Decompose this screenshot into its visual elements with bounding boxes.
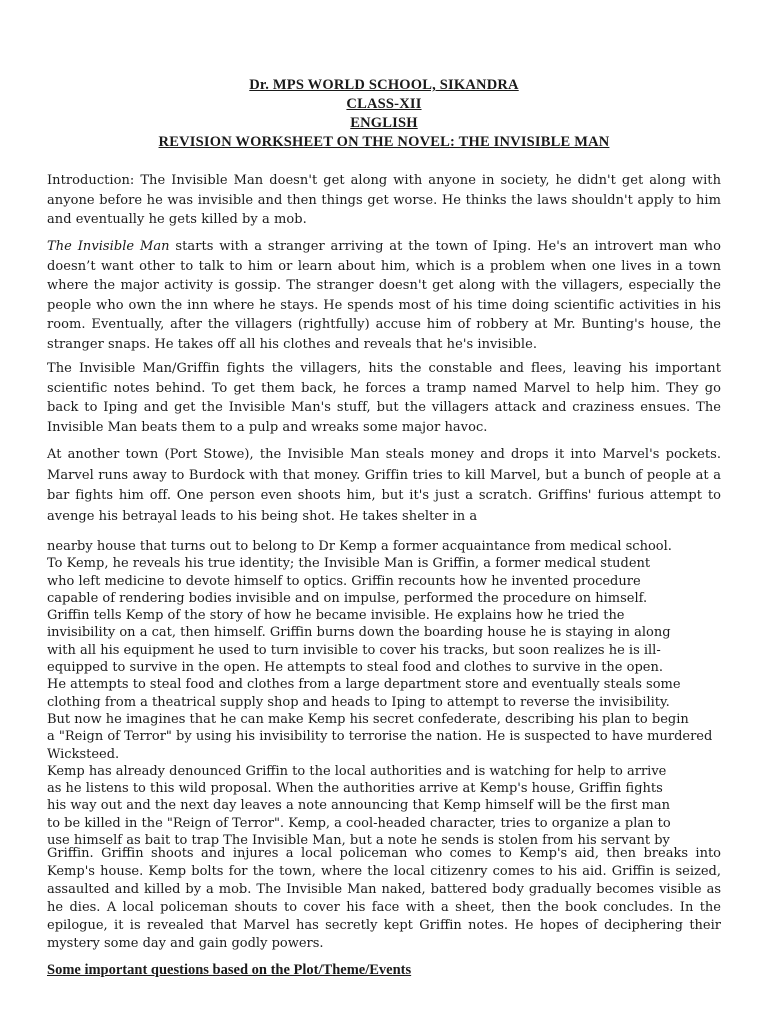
intro-paragraph: Introduction: The Invisible Man doesn't get along with anyone in society, he didn't get along with anyone before he was invisible and then things get worse. He thinks the laws shouldn't apply to him and eventually he gets killed by a mob.	[47, 173, 721, 227]
plot-paragraph-port-stowe: At another town (Port Stowe), the Invisible Man steals money and drops it into Marvel's pockets. Marvel runs away to Burdock with that money. Griffin tries to kill Marvel, but a bunch of people at a bar fights him off. One person even shoots him, but it's just a scratch. Griffins' furious attempt to avenge his betrayal leads to his being shot. He takes shelter in a	[47, 447, 721, 524]
plot-paragraph-ending: Griffin. Griffin shoots and injures a local policeman who comes to Kemp's aid, then breaks into Kemp's house. Kemp bolts for the town, where the local citizenry comes to his aid. Griffin is seized, assaulted and killed by a mob. The Invisible Man naked, battered body gradually becomes visible as he dies. A local policeman shouts to cover his face with a sheet, then the book concludes. In the epilogue, it is revealed that Marvel has secretly kept Griffin notes. He hopes of deciphering their mystery some day and gain godly powers.	[47, 846, 721, 952]
text-line: to be killed in the "Reign of Terror". Kemp, a cool-headed character, tries to organize a plan to	[47, 815, 671, 831]
text-line: nearby house that turns out to belong to Dr Kemp a former acquaintance from medical school.	[47, 539, 672, 554]
questions-section-heading: Some important questions based on the Plot/Theme/Events	[47, 962, 412, 978]
text-line: who left medicine to devote himself to optics. Griffin recounts how he invented procedure	[47, 573, 641, 589]
text-line: with all his equipment he used to turn invisible to cover his tracks, but soon realizes he is ill-	[47, 642, 661, 658]
text-line: capable of rendering bodies invisible and on impulse, performed the procedure on himself.	[47, 590, 648, 606]
text-line: Kemp has already denounced Griffin to the local authorities and is watching for help to arrive	[47, 763, 667, 779]
text-line: To Kemp, he reveals his true identity; the Invisible Man is Griffin, a former medical student	[47, 556, 651, 572]
school-name: Dr. MPS WORLD SCHOOL, SIKANDRA	[249, 77, 519, 93]
text-line: use himself as bait to trap The Invisible Man, but a note he sends is stolen from his servant by	[47, 833, 670, 849]
text-line: He attempts to steal food and clothes from a large department store and eventually steals some	[47, 677, 681, 693]
plot-paragraph-iping-text: starts with a stranger arriving at the town of Iping. He's an introvert man who doesn’t want other to talk to him or learn about him, which is a problem when one lives in a town where the major activity is gossip. The stranger doesn't get along with the villagers, especially the people who own the inn where he stays. He spends most of his time doing scientific activities in his room. Eventually, after the villagers (rightfully) accuse him of robbery at Mr. Bunting's house, the stranger snaps. He takes off all his clothes and reveals that he's invisible.	[47, 239, 721, 352]
text-line: Griffin tells Kemp of the story of how he became invisible. He explains how he tried the	[47, 608, 625, 624]
text-line: a "Reign of Terror" by using his invisibility to terrorise the nation. He is suspected to have murdered	[47, 729, 713, 745]
subject-label: ENGLISH	[350, 115, 418, 131]
plot-paragraph-marvel: The Invisible Man/Griffin fights the villagers, hits the constable and flees, leaving his important scientific notes behind. To get them back, he forces a tramp named Marvel to help him. They go back to Iping and get the Invisible Man's stuff, but the villagers attack and craziness ensues. The Invisible Man beats them to a pulp and wreaks some major havoc.	[47, 361, 721, 435]
novel-title-italic: The Invisible Man	[47, 239, 170, 254]
worksheet-header	[0, 76, 768, 152]
text-line: equipped to survive in the open. He attempts to steal food and clothes to survive in the open.	[47, 660, 663, 676]
plot-paragraph-iping	[47, 237, 721, 354]
text-line: his way out and the next day leaves a note announcing that Kemp himself will be the first man	[47, 798, 670, 814]
text-line: But now he imagines that he can make Kemp his secret confederate, describing his plan to begin	[47, 711, 689, 727]
text-line: Wicksteed.	[47, 746, 120, 762]
text-line: as he listens to this wild proposal. When the authorities arrive at Kemp's house, Griffin fights	[47, 781, 663, 797]
text-line: invisibility on a cat, then himself. Griffin burns down the boarding house he is staying in along	[47, 625, 671, 641]
text-line: clothing from a theatrical supply shop and heads to Iping to attempt to reverse the invisibility.	[47, 694, 670, 710]
plot-lines-kemp	[47, 538, 727, 849]
class-label: CLASS-XII	[346, 96, 422, 112]
worksheet-title: REVISION WORKSHEET ON THE NOVEL: THE INVISIBLE MAN	[158, 134, 610, 150]
